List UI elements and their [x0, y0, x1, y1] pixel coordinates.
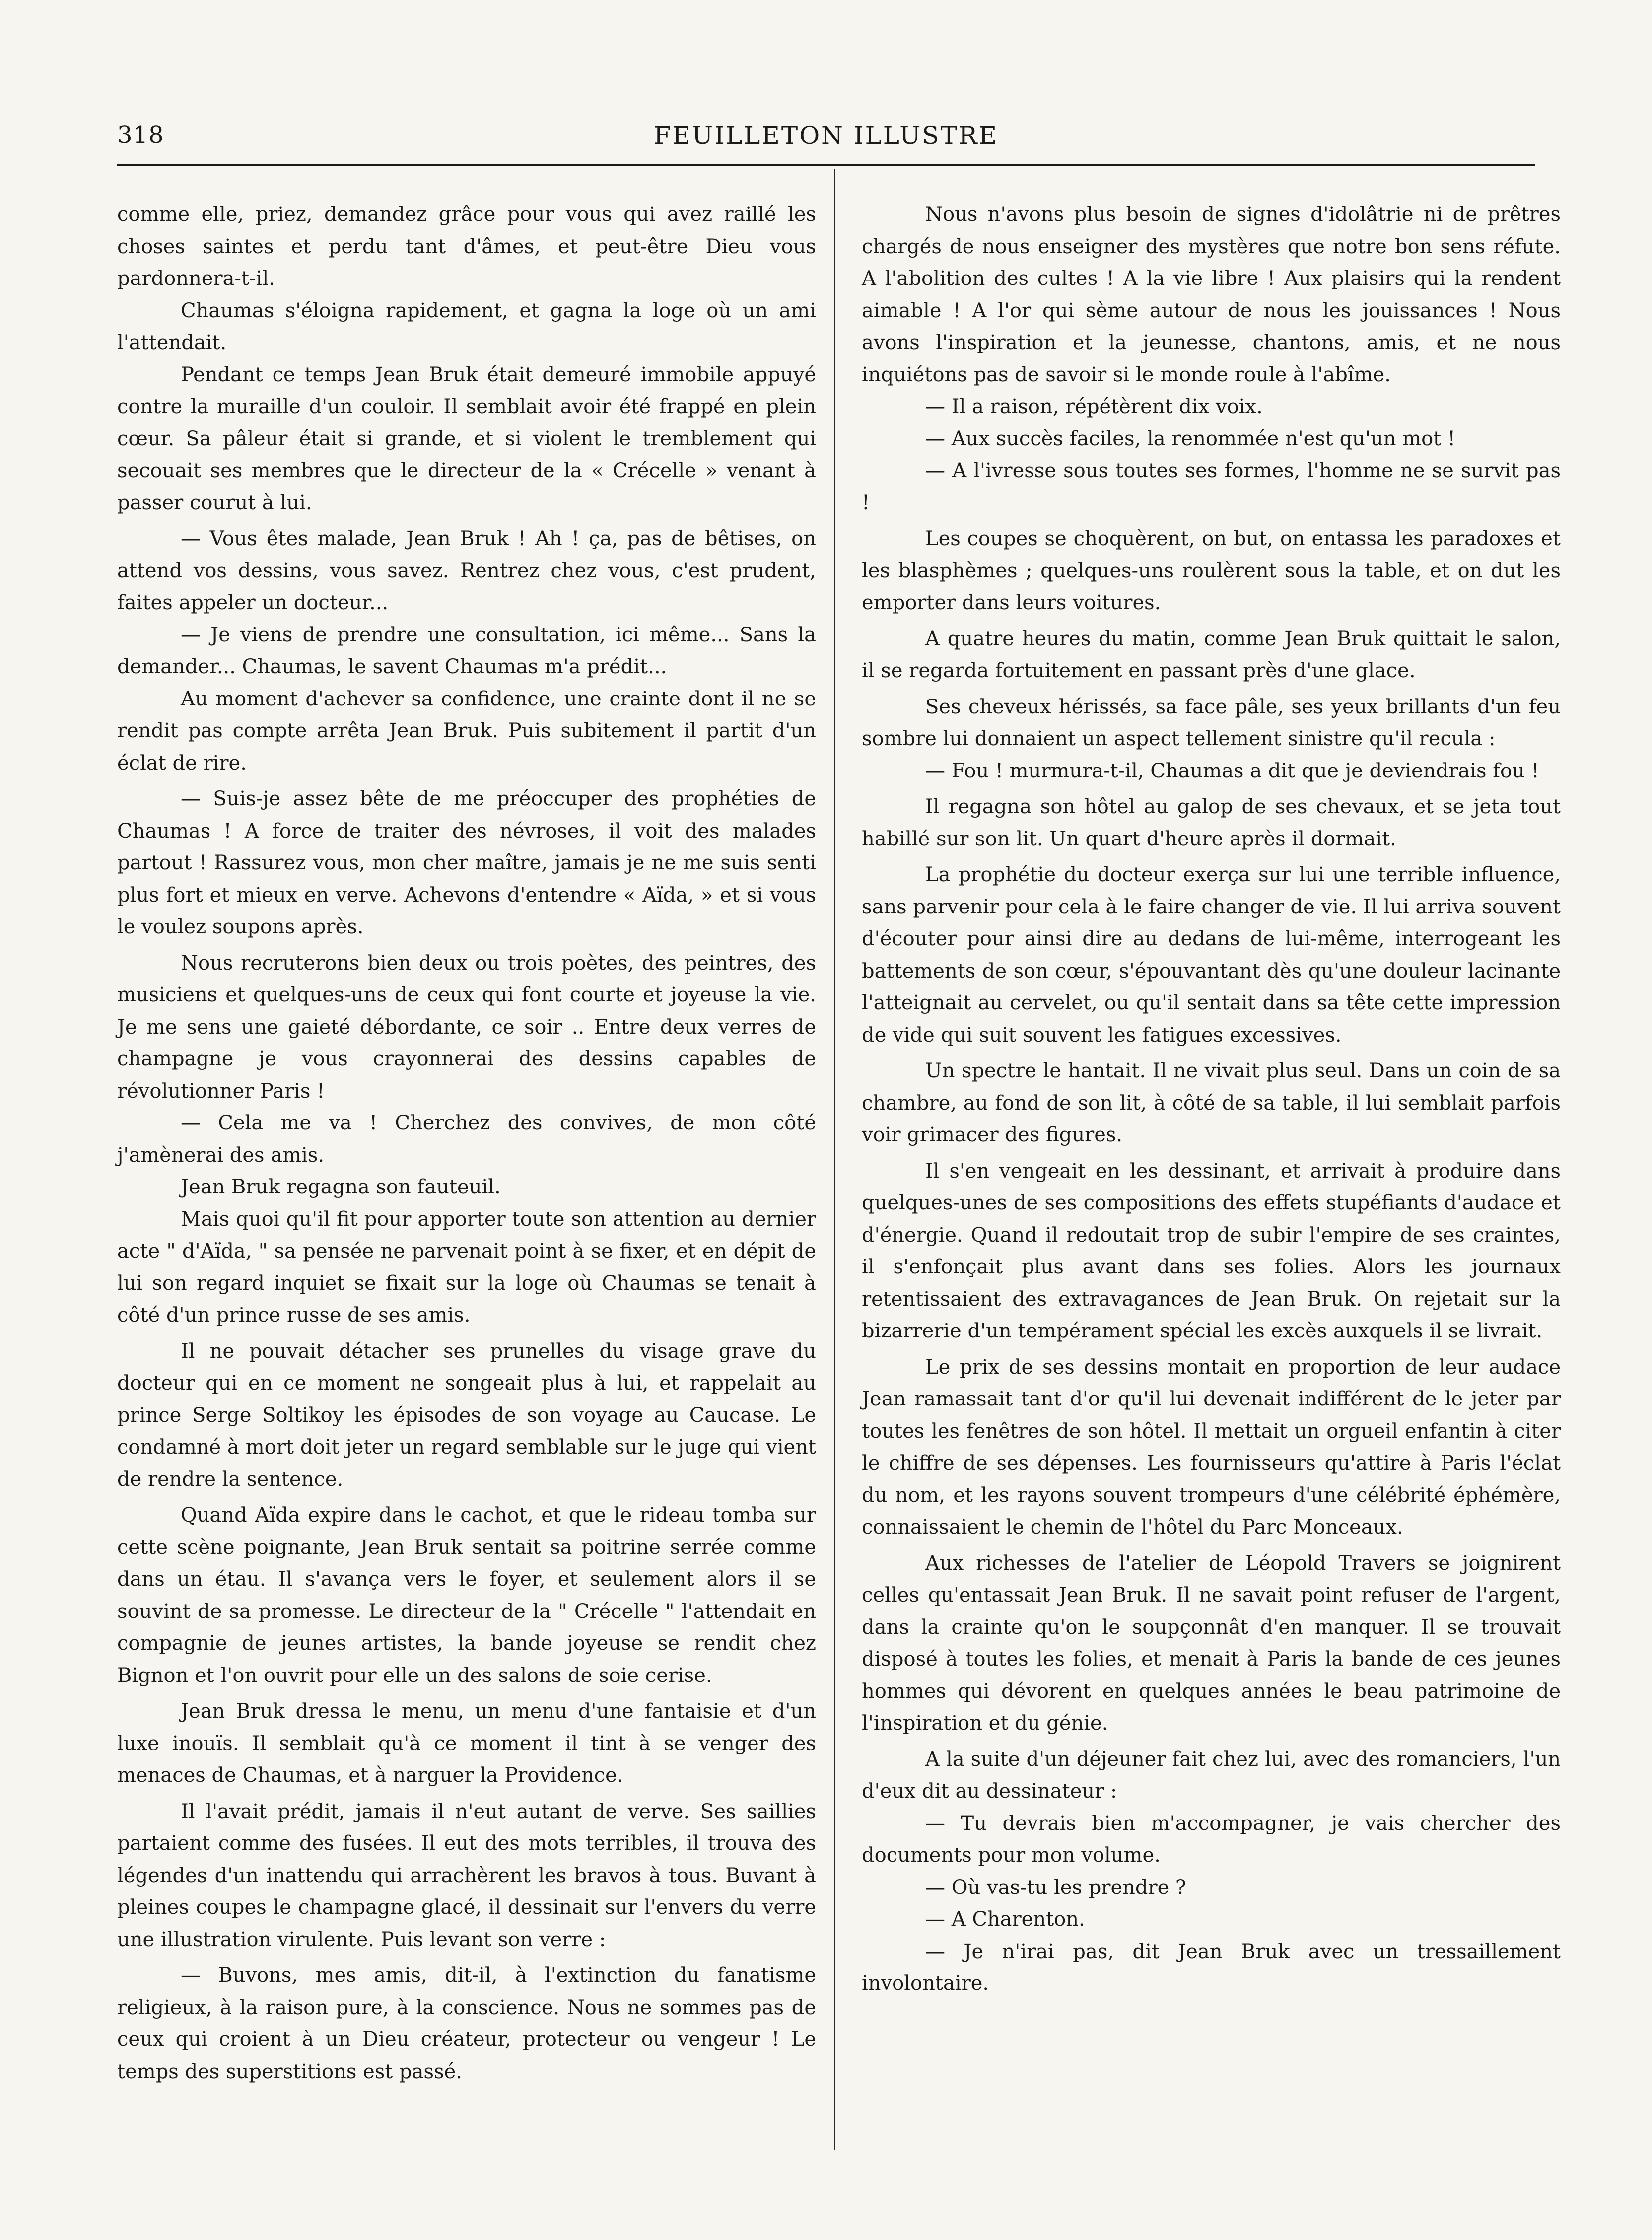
paragraph: Le prix de ses dessins montait en proportion de leur audace Jean ramassait tant d'or qu'il lui devenait indifférent de le jeter par toutes les fenêtres de son hôtel. Il mettait un orgueil enfantin à citer le chiffre de ses dépenses. Les fournisseurs qu'attire à Paris l'éclat du nom, et les rayons souvent trompeurs d'une célébrité éphémère, connaissaient le chemin de l'hôtel du Parc Monceaux.	[862, 1355, 1561, 1539]
paragraph: — A Charenton.	[925, 1908, 1085, 1931]
paragraph: — Je viens de prendre une consultation, ici même... Sans la demander... Chaumas, le savent Chaumas m'a prédit...	[117, 623, 816, 678]
paragraph: — Où vas-tu les prendre ?	[925, 1876, 1186, 1899]
paragraph: Il s'en vengeait en les dessinant, et arrivait à produire dans quelques-unes de ses compositions des effets stupéfiants d'audace et d'énergie. Quand il redoutait trop de subir l'empire de ses craintes, il s'enfonçait plus avant dans ses folies. Alors les journaux retentissaient des extravagances de Jean Bruk. On rejetait sur la bizarrerie d'un tempérament spécial les excès auxquels il se livrait.	[862, 1159, 1561, 1342]
running-title: FEUILLETON ILLUSTRE	[653, 121, 999, 150]
paragraph: Aux richesses de l'atelier de Léopold Travers se joignirent celles qu'entassait Jean Bruk. Il ne savait point refuser de l'argent, dans la crainte qu'on le soupçonnât d'en manquer. Il se trouvait disposé à toutes les folies, et menait à Paris la bande de ces jeunes hommes qui dévorent en quelques années le beau patrimoine de l'inspiration et du génie.	[862, 1551, 1561, 1735]
paragraph: A quatre heures du matin, comme Jean Bruk quittait le salon, il se regarda fortuitement en passant près d'une glace.	[862, 627, 1561, 682]
paragraph: — Suis-je assez bête de me préoccuper des prophéties de Chaumas ! A force de traiter des névroses, il voit des malades partout ! Rassurez vous, mon cher maître, jamais je ne me suis senti plus fort et mieux en verve. Achevons d'entendre « Aïda, » et si vous le voulez soupons après.	[117, 787, 816, 938]
header-rule	[117, 164, 1535, 166]
paragraph: — A l'ivresse sous toutes ses formes, l'homme ne se survit pas !	[862, 459, 1561, 514]
paragraph: comme elle, priez, demandez grâce pour vous qui avez raillé les choses saintes et perdu tant d'âmes, et peut-être Dieu vous pardonnera-t-il.	[117, 203, 816, 290]
left-column	[117, 199, 816, 2088]
paragraph: Il regagna son hôtel au galop de ses chevaux, et se jeta tout habillé sur son lit. Un quart d'heure après il dormait.	[862, 795, 1561, 850]
paragraph: Il l'avait prédit, jamais il n'eut autant de verve. Ses saillies partaient comme des fusées. Il eut des mots terribles, il trouva des légendes d'un inattendu qui arrachèrent les bravos à tous. Buvant à pleines coupes le champagne glacé, il dessinait sur l'envers du verre une illustration virulente. Puis levant son verre :	[117, 1800, 816, 1951]
paragraph: Jean Bruk dressa le menu, un menu d'une fantaisie et d'un luxe inouïs. Il semblait qu'à ce moment il tint à se venger des menaces de Chaumas, et à narguer la Providence.	[117, 1700, 816, 1787]
paragraph: Au moment d'achever sa confidence, une crainte dont il ne se rendit pas compte arrêta Jean Bruk. Puis subitement il partit d'un éclat de rire.	[117, 687, 816, 774]
paragraph: La prophétie du docteur exerça sur lui une terrible influence, sans parvenir pour cela à le faire changer de vie. Il lui arriva souvent d'écouter pour ainsi dire au dedans de lui-même, interrogeant les battements de son cœur, s'épouvantant dès qu'une douleur lacinante l'atteignait au cervelet, ou qu'il sentait dans sa tête cette impression de vide qui suit souvent les fatigues excessives.	[862, 863, 1561, 1047]
paragraph: — Tu devrais bien m'accompagner, je vais chercher des documents pour mon volume.	[862, 1812, 1561, 1867]
column-divider	[834, 169, 835, 2150]
paragraph: — Vous êtes malade, Jean Bruk ! Ah ! ça, pas de bêtises, on attend vos dessins, vous savez. Rentrez chez vous, c'est prudent, faites appeler un docteur...	[117, 527, 816, 614]
paragraph: Les coupes se choquèrent, on but, on entassa les paradoxes et les blasphèmes ; quelques-uns roulèrent sous la table, et on dut les emporter dans leurs voitures.	[862, 527, 1561, 614]
page-number: 318	[117, 121, 164, 149]
paragraph: Pendant ce temps Jean Bruk était demeuré immobile appuyé contre la muraille d'un couloir. Il semblait avoir été frappé en plein cœur. Sa pâleur était si grande, et si violent le tremblement qui secouait ses membres que le directeur de la « Crécelle » venant à passer courut à lui.	[117, 363, 816, 514]
paragraph: Il ne pouvait détacher ses prunelles du visage grave du docteur qui en ce moment ne songeait plus à lui, et rappelait au prince Serge Soltikoy les épisodes de son voyage au Caucase. Le condamné à mort doit jeter un regard semblable sur le juge qui vient de rendre la sentence.	[117, 1339, 816, 1491]
paragraph: Un spectre le hantait. Il ne vivait plus seul. Dans un coin de sa chambre, au fond de son lit, à côté de sa table, il lui semblait parfois voir grimacer des figures.	[862, 1059, 1561, 1146]
paragraph: Chaumas s'éloigna rapidement, et gagna la loge où un ami l'attendait.	[117, 299, 816, 354]
right-column	[862, 199, 1561, 2000]
paragraph: — Buvons, mes amis, dit-il, à l'extinction du fanatisme religieux, à la raison pure, à la conscience. Nous ne sommes pas de ceux qui croient à un Dieu créateur, protecteur ou vengeur ! Le temps des superstitions est passé.	[117, 1964, 816, 2083]
paragraph: Nous n'avons plus besoin de signes d'idolâtrie ni de prêtres chargés de nous enseigner des mystères que notre bon sens réfute. A l'abolition des cultes ! A la vie libre ! Aux plaisirs qui la rendent aimable ! A l'or qui sème autour de nous les jouissances ! Nous avons l'inspiration et la jeunesse, chantons, amis, et ne nous inquiétons pas de savoir si le monde roule à l'abîme.	[862, 203, 1561, 386]
paragraph: Ses cheveux hérissés, sa face pâle, ses yeux brillants d'un feu sombre lui donnaient un aspect tellement sinistre qu'il recula :	[862, 695, 1561, 750]
paragraph: — Cela me va ! Cherchez des convives, de mon côté j'amènerai des amis.	[117, 1112, 816, 1167]
paragraph: Jean Bruk regagna son fauteuil.	[181, 1176, 501, 1198]
paragraph: — Je n'irai pas, dit Jean Bruk avec un tressaillement involontaire.	[862, 1940, 1561, 1995]
paragraph: — Il a raison, répétèrent dix voix.	[925, 395, 1263, 418]
paragraph: Nous recruterons bien deux ou trois poètes, des peintres, des musiciens et quelques-uns de ceux qui font courte et joyeuse la vie. Je me sens une gaieté débordante, ce soir .. Entre deux verres de champagne je vous crayonnerai des dessins capables de révolutionner Paris !	[117, 951, 816, 1103]
paragraph: Quand Aïda expire dans le cachot, et que le rideau tomba sur cette scène poignante, Jean Bruk sentait sa poitrine serrée comme dans un étau. Il s'avança vers le foyer, et seulement alors il se souvint de sa promesse. Le directeur de la " Crécelle " l'attendait en compagnie de jeunes artistes, la bande joyeuse se rendit chez Bignon et l'on ouvrit pour elle un des salons de soie cerise.	[117, 1504, 816, 1687]
paragraph: Mais quoi qu'il fit pour apporter toute son attention au dernier acte " d'Aïda, " sa pensée ne parvenait point à se fixer, et en dépit de lui son regard inquiet se fixait sur la loge où Chaumas se tenait à côté d'un prince russe de ses amis.	[117, 1207, 816, 1327]
paragraph: — Fou ! murmura-t-il, Chaumas a dit que je deviendrais fou !	[925, 759, 1539, 782]
paragraph: — Aux succès faciles, la renommée n'est qu'un mot !	[925, 427, 1456, 450]
paragraph: A la suite d'un déjeuner fait chez lui, avec des romanciers, l'un d'eux dit au dessinateur :	[862, 1748, 1561, 1803]
